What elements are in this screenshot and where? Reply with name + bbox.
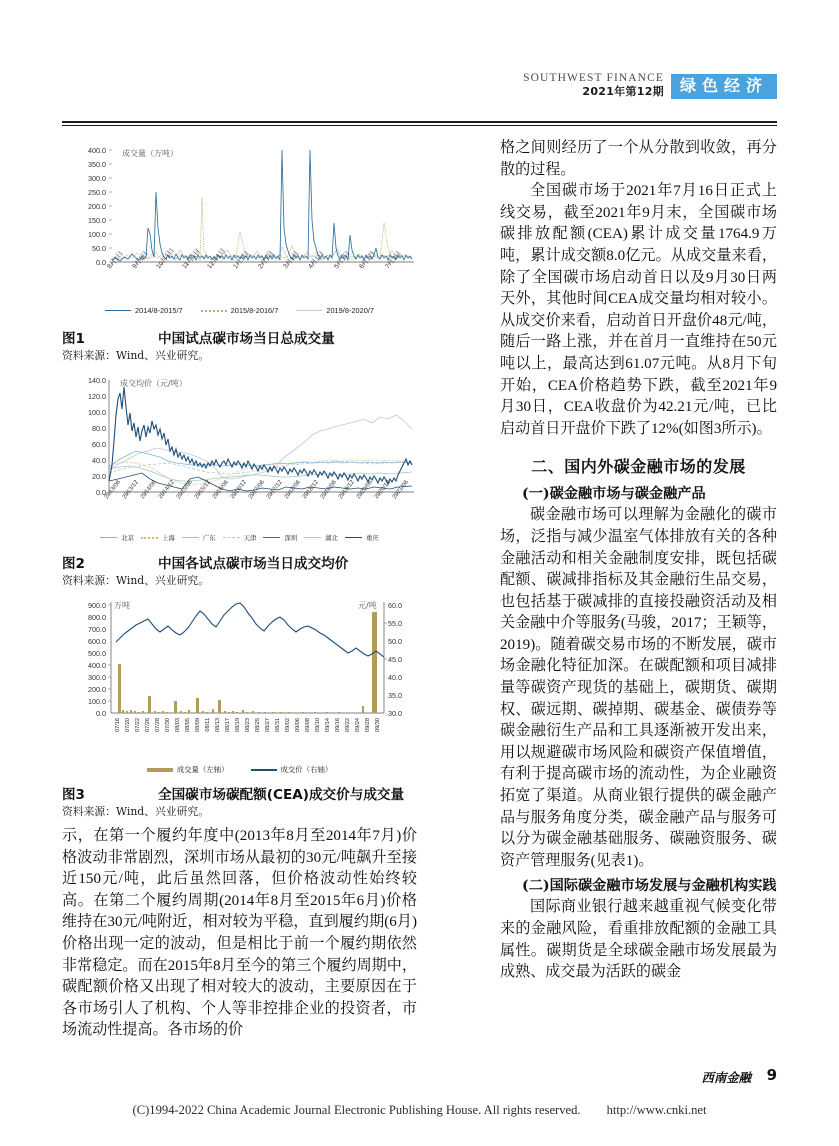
- legend-item: [304, 533, 338, 542]
- legend-label: 北京: [121, 535, 135, 542]
- figure-3: [62, 594, 417, 819]
- legend-label: 湖北: [325, 535, 338, 542]
- legend-swatch: [296, 310, 322, 311]
- right-paragraph-2: 全国碳市场于2021年7月16日正式上线交易，截至2021年9月末，全国碳市场碳排放配额(CEA)累计成交量1764.9万吨，累计成交额8.0亿元。从成交量来看，除了全国碳市场启动首日以及9月30日两天外，其他时间CEA成交量均相对较小。从成交价来看，启动首日开盘价48元/吨，随后一路上涨，并在首月一直维持在50元吨以上，最高达到61.07元吨。从8月下旬开始，CEA价格趋势下跌，截至2021年9月30日，CEA收盘价为42.21元/吨，已比启动首日开盘价下跌了12%(如图3所示)。: [500, 183, 777, 437]
- legend-label: 广东: [202, 535, 216, 542]
- svg-text:45.0: 45.0: [388, 655, 402, 664]
- svg-text:08/23: 08/23: [245, 718, 251, 732]
- legend-label: 成交量（左轴）: [176, 765, 229, 774]
- section-heading: 二、国内外碳金融市场的发展: [531, 457, 746, 477]
- svg-text:0.0: 0.0: [96, 709, 106, 718]
- svg-text:120.0: 120.0: [88, 392, 106, 401]
- svg-text:07/16: 07/16: [115, 718, 121, 732]
- svg-text:09/06: 09/06: [295, 718, 301, 732]
- svg-text:09/16: 09/16: [335, 718, 341, 732]
- legend-label: 2019/8-2020/7: [326, 306, 374, 315]
- svg-text:500.0: 500.0: [88, 649, 106, 658]
- section-badge: 绿色经济: [671, 74, 777, 99]
- legend-label: 深圳: [284, 535, 298, 542]
- svg-text:800.0: 800.0: [88, 613, 106, 622]
- right-paragraph-4: 国际商业银行越来越重视气候变化带来的金融风险，看重排放配额的金融工具属性。碳期货是全球碳金融市场发展最为成熟、成交最为活跃的碳金: [500, 899, 777, 981]
- legend-label: 2015/8-2016/7: [230, 306, 279, 315]
- svg-text:08/27: 08/27: [265, 718, 271, 732]
- subsection-heading-2: (二)国际碳金融市场发展与金融机构实践: [522, 878, 777, 895]
- chart-2-ylabel: 成交均价（元/吨）: [120, 379, 187, 388]
- legend-swatch: [304, 537, 321, 538]
- subsection-heading-1: (一)碳金融市场与碳金融产品: [522, 486, 706, 503]
- svg-text:09/02: 09/02: [285, 718, 291, 732]
- legend-item: [105, 306, 183, 315]
- journal-english-name: SOUTHWEST FINANCE: [523, 72, 664, 84]
- figure-1-title: 中国试点碳市场当日总成交量: [158, 331, 335, 347]
- svg-text:60.0: 60.0: [388, 601, 402, 610]
- legend-swatch: [263, 537, 280, 538]
- svg-text:2020/12: 2020/12: [373, 479, 392, 501]
- cnki-url: http://www.cnki.net: [606, 1103, 707, 1117]
- legend-label: 重庆: [365, 535, 379, 542]
- header-rule: [62, 121, 777, 126]
- figure-3-caption: [62, 783, 417, 803]
- svg-text:1月1日: 1月1日: [232, 250, 251, 271]
- svg-text:2017/12: 2017/12: [265, 479, 284, 501]
- svg-text:200.0: 200.0: [88, 202, 106, 211]
- chart-1: [62, 138, 417, 324]
- svg-text:55.0: 55.0: [388, 619, 402, 628]
- legend-item: [296, 306, 374, 315]
- journal-brand: 西南金融: [701, 1070, 751, 1085]
- svg-text:600.0: 600.0: [88, 637, 106, 646]
- svg-text:50.0: 50.0: [92, 244, 106, 253]
- figure-2-title: 中国各试点碳市场当日成交均价: [158, 556, 349, 572]
- svg-text:2014/12: 2014/12: [157, 479, 176, 501]
- copyright-notice: [0, 1103, 839, 1118]
- svg-text:2021/06: 2021/06: [391, 479, 410, 501]
- legend-label: 成交价（右轴）: [280, 765, 333, 774]
- svg-text:140.0: 140.0: [88, 376, 106, 385]
- svg-text:100.0: 100.0: [88, 408, 106, 417]
- svg-text:09/22: 09/22: [345, 718, 351, 732]
- figure-2-caption: [62, 552, 417, 572]
- svg-text:08/11: 08/11: [205, 718, 211, 732]
- svg-text:2月1日: 2月1日: [257, 250, 276, 271]
- legend-swatch: [201, 310, 227, 312]
- chart-2-svg: [62, 369, 417, 549]
- svg-text:08/19: 08/19: [235, 718, 241, 732]
- svg-text:2015/12: 2015/12: [193, 479, 212, 501]
- svg-text:100.0: 100.0: [88, 230, 106, 239]
- figure-1-caption: [62, 327, 417, 347]
- figure-1-source: 资料来源：Wind、兴业研究。: [62, 349, 209, 362]
- legend-label: 上海: [162, 535, 175, 542]
- chart-3: [62, 594, 417, 780]
- chart-3-bars: [118, 612, 377, 713]
- svg-text:09/24: 09/24: [355, 718, 361, 732]
- chart-2: [62, 369, 417, 549]
- svg-text:0.0: 0.0: [96, 258, 106, 267]
- figure-3-label: 图3: [62, 787, 85, 803]
- svg-text:10月1日: 10月1日: [155, 247, 177, 271]
- svg-text:2015/06: 2015/06: [175, 479, 194, 501]
- legend-swatch: [345, 537, 362, 538]
- svg-text:8月1日: 8月1日: [106, 250, 125, 271]
- journal-issue: 2021年第12期: [582, 84, 664, 98]
- svg-text:09/30: 09/30: [375, 718, 381, 732]
- legend-item: [251, 764, 333, 775]
- svg-text:400.0: 400.0: [88, 661, 106, 670]
- legend-swatch: [251, 769, 277, 771]
- legend-label: 2014/8-2015/7: [134, 306, 183, 315]
- svg-text:2018/12: 2018/12: [301, 479, 320, 501]
- svg-text:2017/06: 2017/06: [247, 479, 266, 501]
- right-paragraph-3: 碳金融市场可以理解为金融化的碳市场，泛指与减少温室气体排放有关的各种金融活动和相关金融制度安排，既包括碳配额、碳减排指标及其金融衍生品交易，也包括基于碳减排的直接投融资活动及相关金融中介等服务(马骏，2017；王颖等，2019)。随着碳交易市场的不断发展，碳市场金融化特征加深。在碳配额和项目减排量等碳资产现货的基础上，碳期货、碳期权、碳远期、碳掉期、碳基金、碳债券等碳金融衍生产品和工具逐渐被开发出来，用以规避碳市场风险和碳资产保值增值，有利于提高碳市场的流动性，为企业融资拓宽了渠道。从商业银行提供的碳金融产品与服务角度分类，碳金融产品与服务可以分为碳金融基础服务、碳融资服务、碳资产管理服务(见表1)。: [500, 507, 777, 869]
- chart-1-ylabel: 成交量（万吨）: [122, 149, 178, 158]
- figure-2-source: 资料来源：Wind、兴业研究。: [62, 574, 209, 587]
- legend-item: [100, 533, 134, 542]
- svg-text:2020/06: 2020/06: [355, 479, 374, 501]
- svg-text:07/20: 07/20: [125, 718, 131, 732]
- masthead: [0, 72, 839, 118]
- svg-text:150.0: 150.0: [88, 216, 106, 225]
- svg-text:9月1日: 9月1日: [131, 250, 150, 271]
- svg-text:08/05: 08/05: [185, 718, 191, 732]
- svg-text:0.0: 0.0: [96, 488, 106, 497]
- svg-text:2019/06: 2019/06: [319, 479, 338, 501]
- svg-text:100.0: 100.0: [88, 697, 106, 706]
- svg-text:50.0: 50.0: [388, 637, 402, 646]
- masthead-text: [523, 72, 664, 99]
- svg-text:40.0: 40.0: [92, 456, 106, 465]
- figure-1: [62, 138, 417, 363]
- svg-text:09/10: 09/10: [315, 718, 321, 732]
- right-paragraph-1: 格之间则经历了一个从分散到收敛，再分散的过程。: [500, 140, 777, 178]
- chart-3-price-line: [116, 603, 384, 657]
- svg-text:08/03: 08/03: [175, 718, 181, 732]
- legend-swatch: [223, 537, 240, 538]
- left-column: [62, 138, 417, 1042]
- chart-3-ylabel-left: 万吨: [114, 601, 130, 610]
- svg-text:2016/06: 2016/06: [211, 479, 230, 501]
- figure-2: [62, 369, 417, 588]
- svg-text:09/28: 09/28: [365, 718, 371, 732]
- svg-text:80.0: 80.0: [92, 424, 106, 433]
- legend-swatch: [182, 537, 199, 538]
- legend-item: [141, 533, 175, 542]
- legend-swatch: [147, 768, 173, 772]
- svg-text:400.0: 400.0: [88, 146, 106, 155]
- svg-text:09/14: 09/14: [325, 718, 331, 732]
- left-paragraph-1: 示，在第一个履约年度中(2013年8月至2014年7月)价格波动非常剧烈，深圳市场从最初的30元/吨飙升至接近150元/吨，此后虽然回落，但价格波动性始终较高。在第二个履约周期(2014年8月至2015年6月)价格维持在30元/吨附近，相对较为平稳，直到履约期(6月)价格出现一定的波动，但是相比于前一个履约期依然非常稳定。而在2015年8月至今的第三个履约周期中，碳配额价格又出现了相对较大的波动，主要原因在于各市场引人了机构、个人等非控排企业的投资者，市场流动性提高。各市场的价: [62, 828, 417, 1039]
- svg-text:2013/12: 2013/12: [121, 479, 140, 501]
- svg-text:08/25: 08/25: [255, 718, 261, 732]
- svg-text:08/31: 08/31: [275, 718, 281, 732]
- svg-text:11月1日: 11月1日: [181, 247, 202, 271]
- svg-text:07/22: 07/22: [135, 718, 141, 732]
- legend-swatch: [141, 537, 158, 539]
- svg-text:07/30: 07/30: [165, 718, 171, 732]
- svg-text:350.0: 350.0: [88, 160, 106, 169]
- svg-text:20.0: 20.0: [92, 472, 106, 481]
- svg-text:2014/06: 2014/06: [139, 479, 158, 501]
- figure-3-source: 资料来源：Wind、兴业研究。: [62, 805, 209, 818]
- legend-item: [263, 533, 297, 542]
- legend-swatch: [105, 310, 131, 311]
- figure-1-label: 图1: [62, 331, 85, 347]
- svg-text:2013/06: 2013/06: [103, 479, 122, 501]
- svg-text:250.0: 250.0: [88, 188, 106, 197]
- svg-text:40.0: 40.0: [388, 673, 402, 682]
- svg-text:30.0: 30.0: [388, 709, 402, 718]
- svg-text:08/09: 08/09: [195, 718, 201, 732]
- chart-1-legend: [62, 306, 417, 315]
- page-number: 9: [766, 1066, 777, 1084]
- legend-item: [223, 533, 257, 542]
- chart-1-svg: [62, 138, 417, 324]
- svg-text:300.0: 300.0: [88, 673, 106, 682]
- svg-text:07/26: 07/26: [145, 718, 151, 732]
- legend-swatch: [100, 537, 117, 538]
- chart-3-ylabel-right: 元/吨: [358, 601, 377, 610]
- svg-text:4月1日: 4月1日: [307, 250, 326, 271]
- legend-item: [201, 306, 279, 315]
- svg-text:700.0: 700.0: [88, 625, 106, 634]
- svg-text:2018/06: 2018/06: [283, 479, 302, 501]
- svg-text:12月1日: 12月1日: [206, 247, 228, 271]
- svg-text:08/13: 08/13: [215, 718, 221, 732]
- figure-3-title: 全国碳市场碳配额(CEA)成交价与成交量: [158, 787, 405, 803]
- svg-text:7月1日: 7月1日: [384, 250, 403, 271]
- chart-3-legend: [62, 764, 417, 775]
- figure-2-label: 图2: [62, 556, 85, 572]
- svg-text:300.0: 300.0: [88, 174, 106, 183]
- svg-text:2016/12: 2016/12: [229, 479, 248, 501]
- legend-item: [182, 533, 216, 542]
- chart-3-svg: [62, 594, 417, 780]
- svg-text:35.0: 35.0: [388, 691, 402, 700]
- chart-2-legend: [62, 533, 417, 542]
- svg-text:09/08: 09/08: [305, 718, 311, 732]
- right-column: [500, 138, 777, 984]
- svg-text:2019/12: 2019/12: [337, 479, 356, 501]
- legend-label: 天津: [243, 535, 257, 542]
- svg-text:5月1日: 5月1日: [333, 250, 352, 271]
- copyright-text: (C)1994-2022 China Academic Journal Electronic Publishing House. All rights reserved.: [132, 1103, 581, 1117]
- svg-text:07/28: 07/28: [155, 718, 161, 732]
- svg-text:900.0: 900.0: [88, 601, 106, 610]
- svg-text:6月1日: 6月1日: [358, 250, 377, 271]
- legend-item: [147, 764, 229, 775]
- svg-text:08/17: 08/17: [225, 718, 231, 732]
- legend-item: [345, 533, 379, 542]
- svg-text:3月1日: 3月1日: [282, 250, 301, 271]
- svg-text:60.0: 60.0: [92, 440, 106, 449]
- svg-text:200.0: 200.0: [88, 685, 106, 694]
